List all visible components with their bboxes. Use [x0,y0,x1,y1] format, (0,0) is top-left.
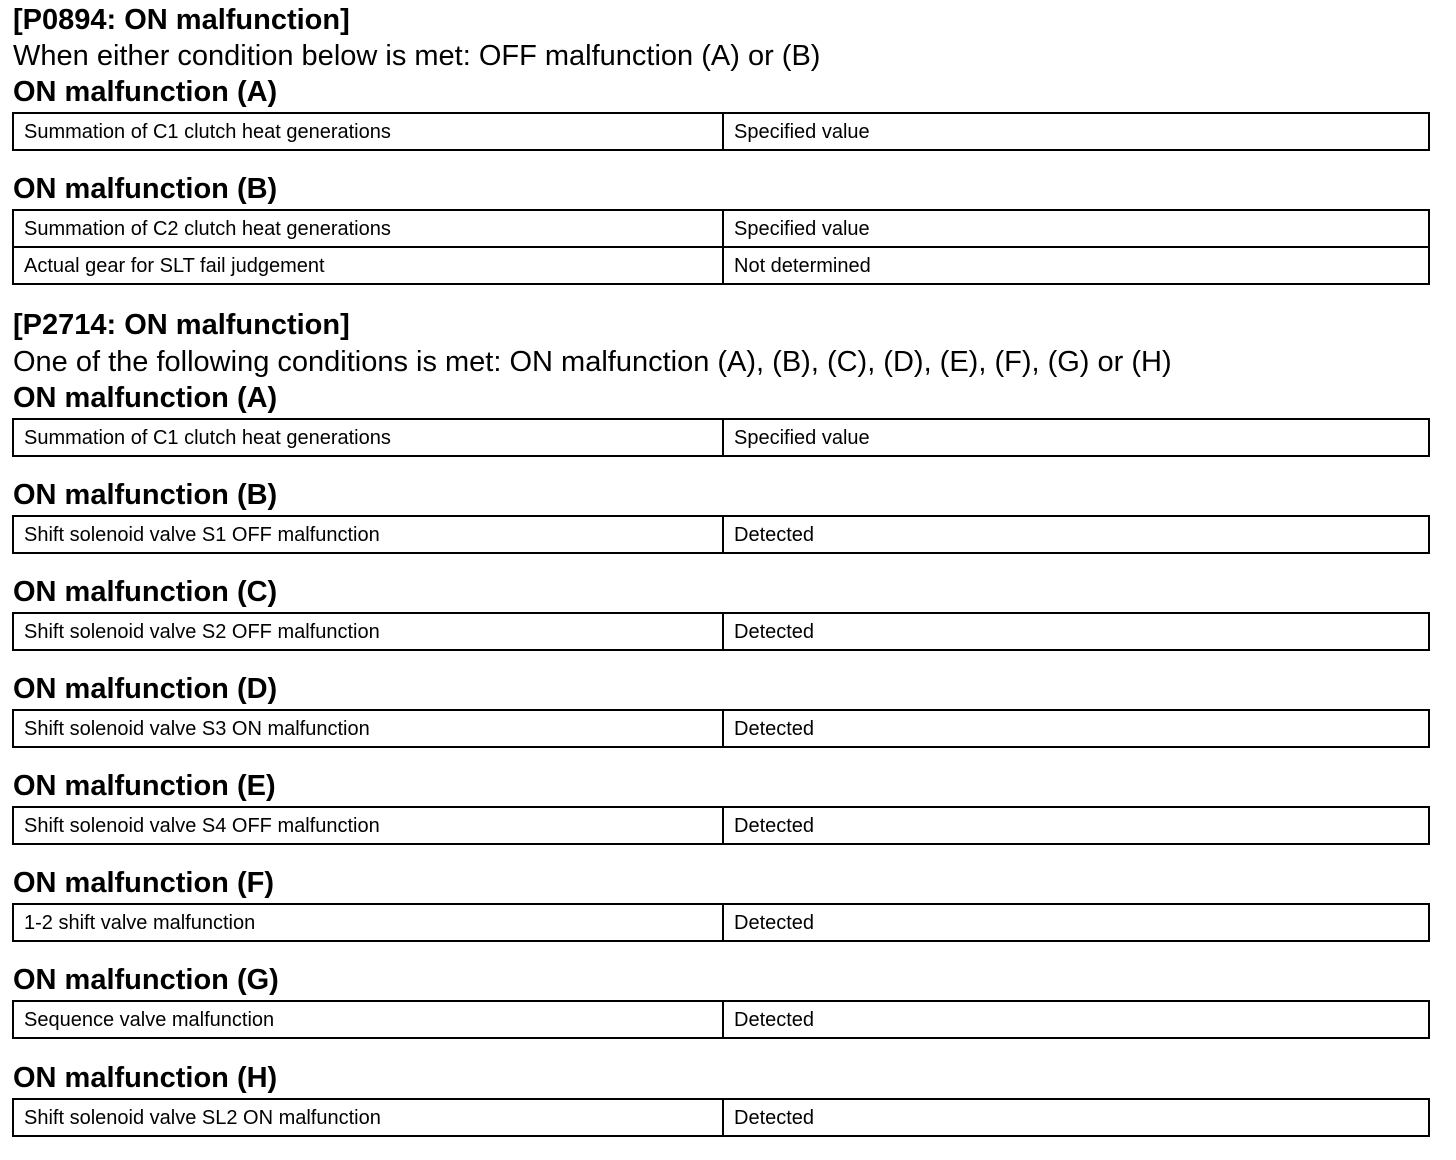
table-row [13,210,1429,247]
value-cell: Detected [723,1001,1429,1038]
condition-cell: Sequence valve malfunction [13,1001,723,1038]
condition-table [12,903,1430,942]
condition-label: ON malfunction (B) [13,173,278,205]
condition-label: ON malfunction (A) [13,382,278,414]
value-cell: Specified value [723,113,1429,150]
condition-label: ON malfunction (C) [13,576,278,608]
value-cell: Detected [723,1099,1429,1136]
condition-label: ON malfunction (F) [13,867,274,899]
condition-label: ON malfunction (D) [13,673,278,705]
condition-table [12,612,1430,651]
value-cell: Detected [723,807,1429,844]
section-lead: When either condition below is met: OFF malfunction (A) or (B) [13,40,821,72]
condition-cell: Shift solenoid valve S2 OFF malfunction [13,613,723,650]
value-cell: Detected [723,904,1429,941]
value-cell: Detected [723,613,1429,650]
table-row [13,613,1429,650]
condition-cell: Shift solenoid valve S1 OFF malfunction [13,516,723,553]
value-cell: Not determined [723,247,1429,284]
table-row [13,1001,1429,1038]
table-row [13,113,1429,150]
value-cell: Detected [723,516,1429,553]
table-row [13,710,1429,747]
condition-cell: Shift solenoid valve SL2 ON malfunction [13,1099,723,1136]
value-cell: Specified value [723,419,1429,456]
table-row [13,419,1429,456]
condition-table [12,709,1430,748]
section-lead: One of the following conditions is met: ON malfunction (A), (B), (C), (D), (E), (F), (G) or (H) [13,346,1172,378]
value-cell: Detected [723,710,1429,747]
condition-label: ON malfunction (B) [13,479,278,511]
section-title: [P2714: ON malfunction] [13,309,350,341]
table-row [13,516,1429,553]
condition-label: ON malfunction (E) [13,770,276,802]
condition-cell: Shift solenoid valve S3 ON malfunction [13,710,723,747]
table-row [13,1099,1429,1136]
value-cell: Specified value [723,210,1429,247]
table-row [13,904,1429,941]
table-row [13,807,1429,844]
condition-label: ON malfunction (H) [13,1062,278,1094]
condition-cell: Shift solenoid valve S4 OFF malfunction [13,807,723,844]
condition-table [12,1000,1430,1039]
condition-cell: Summation of C1 clutch heat generations [13,419,723,456]
section-title: [P0894: ON malfunction] [13,4,350,36]
condition-table [12,418,1430,457]
condition-table [12,209,1430,285]
condition-label: ON malfunction (A) [13,76,278,108]
condition-table [12,806,1430,845]
condition-cell: Summation of C2 clutch heat generations [13,210,723,247]
condition-table [12,112,1430,151]
table-row [13,247,1429,284]
condition-cell: Actual gear for SLT fail judgement [13,247,723,284]
condition-table [12,515,1430,554]
condition-cell: 1-2 shift valve malfunction [13,904,723,941]
condition-cell: Summation of C1 clutch heat generations [13,113,723,150]
condition-label: ON malfunction (G) [13,964,279,996]
condition-table [12,1098,1430,1137]
